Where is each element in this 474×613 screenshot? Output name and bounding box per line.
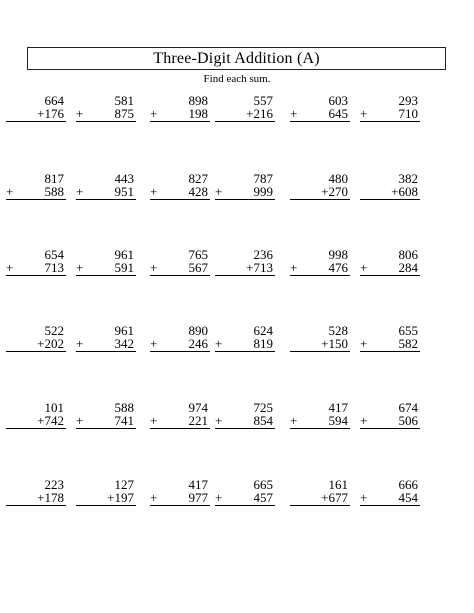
second-addend-row (6, 414, 66, 429)
second-addend: 202 (44, 336, 64, 351)
plus-sign: + (6, 260, 14, 275)
addition-problem (360, 478, 420, 506)
second-addend-row (360, 337, 420, 352)
second-addend: 591 (114, 260, 134, 275)
addition-problem (150, 324, 210, 352)
first-addend: 890 (188, 323, 208, 338)
plus-sign: + (246, 260, 254, 275)
first-addend: 961 (114, 247, 134, 262)
first-addend: 417 (328, 400, 348, 415)
first-addend: 654 (44, 247, 64, 262)
addition-problem (6, 172, 66, 200)
first-addend: 655 (398, 323, 418, 338)
second-addend: 710 (398, 106, 418, 121)
second-addend: 742 (44, 413, 64, 428)
plus-sign: + (150, 413, 158, 428)
addition-problem (360, 94, 420, 122)
second-addend-row (150, 491, 210, 506)
second-addend-row (6, 261, 66, 276)
first-addend: 664 (44, 93, 64, 108)
second-addend: 342 (114, 336, 134, 351)
addition-problem (360, 324, 420, 352)
first-addend: 624 (253, 323, 273, 338)
second-addend-row (6, 185, 66, 200)
second-addend: 176 (44, 106, 64, 121)
first-addend: 223 (44, 477, 64, 492)
second-addend-row (6, 337, 66, 352)
addition-problem (76, 172, 136, 200)
plus-sign: + (37, 413, 45, 428)
second-addend-row (290, 491, 350, 506)
addition-problem (290, 324, 350, 352)
first-addend: 127 (114, 477, 134, 492)
second-addend-row (290, 185, 350, 200)
addition-problem (215, 478, 275, 506)
first-addend: 588 (114, 400, 134, 415)
second-addend-row (290, 337, 350, 352)
plus-sign: + (150, 106, 158, 121)
plus-sign: + (360, 260, 368, 275)
second-addend-row (215, 261, 275, 276)
addition-problem (150, 401, 210, 429)
addition-problem (360, 172, 420, 200)
first-addend: 765 (188, 247, 208, 262)
first-addend: 161 (328, 477, 348, 492)
addition-problem (150, 248, 210, 276)
plus-sign: + (246, 106, 254, 121)
first-addend: 236 (253, 247, 273, 262)
first-addend: 817 (44, 171, 64, 186)
worksheet-instructions: Find each sum. (203, 73, 271, 85)
second-addend: 741 (114, 413, 134, 428)
plus-sign: + (76, 336, 84, 351)
second-addend: 977 (188, 490, 208, 505)
second-addend-row (360, 491, 420, 506)
first-addend: 725 (253, 400, 273, 415)
second-addend-row (150, 185, 210, 200)
plus-sign: + (37, 106, 45, 121)
second-addend: 819 (253, 336, 273, 351)
second-addend-row (215, 337, 275, 352)
plus-sign: + (107, 490, 115, 505)
second-addend: 457 (253, 490, 273, 505)
addition-problem (6, 94, 66, 122)
addition-problem (215, 248, 275, 276)
second-addend-row (6, 107, 66, 122)
addition-problem (150, 478, 210, 506)
addition-problem (215, 324, 275, 352)
first-addend: 974 (188, 400, 208, 415)
second-addend: 588 (44, 184, 64, 199)
second-addend: 197 (114, 490, 134, 505)
second-addend: 567 (188, 260, 208, 275)
addition-problem (150, 172, 210, 200)
addition-problem (360, 401, 420, 429)
first-addend: 898 (188, 93, 208, 108)
addition-problem (76, 401, 136, 429)
plus-sign: + (215, 490, 223, 505)
first-addend: 827 (188, 171, 208, 186)
plus-sign: + (215, 413, 223, 428)
second-addend-row (290, 261, 350, 276)
plus-sign: + (150, 260, 158, 275)
addition-problem (215, 172, 275, 200)
second-addend: 677 (328, 490, 348, 505)
plus-sign: + (6, 184, 14, 199)
first-addend: 998 (328, 247, 348, 262)
addition-problem (76, 478, 136, 506)
second-addend-row (76, 107, 136, 122)
addition-problem (150, 94, 210, 122)
second-addend-row (150, 414, 210, 429)
plus-sign: + (360, 413, 368, 428)
plus-sign: + (391, 184, 399, 199)
first-addend: 382 (398, 171, 418, 186)
worksheet-title: Three-Digit Addition (A) (153, 49, 320, 67)
second-addend-row (76, 337, 136, 352)
first-addend: 787 (253, 171, 273, 186)
first-addend: 417 (188, 477, 208, 492)
first-addend: 101 (44, 400, 64, 415)
second-addend-row (290, 414, 350, 429)
addition-problem (76, 94, 136, 122)
second-addend-row (76, 185, 136, 200)
addition-problem (6, 478, 66, 506)
second-addend: 999 (253, 184, 273, 199)
second-addend-row (215, 491, 275, 506)
second-addend: 221 (188, 413, 208, 428)
second-addend: 476 (328, 260, 348, 275)
addition-problem (215, 401, 275, 429)
second-addend: 506 (398, 413, 418, 428)
first-addend: 581 (114, 93, 134, 108)
second-addend: 608 (398, 184, 418, 199)
addition-problem (6, 248, 66, 276)
plus-sign: + (321, 184, 329, 199)
plus-sign: + (37, 490, 45, 505)
second-addend-row (150, 337, 210, 352)
plus-sign: + (215, 184, 223, 199)
addition-problem (290, 94, 350, 122)
first-addend: 961 (114, 323, 134, 338)
first-addend: 443 (114, 171, 134, 186)
first-addend: 522 (44, 323, 64, 338)
second-addend-row (360, 107, 420, 122)
first-addend: 665 (253, 477, 273, 492)
plus-sign: + (76, 106, 84, 121)
plus-sign: + (215, 336, 223, 351)
second-addend: 428 (188, 184, 208, 199)
addition-problem (6, 324, 66, 352)
second-addend: 713 (253, 260, 273, 275)
second-addend-row (360, 261, 420, 276)
second-addend-row (360, 414, 420, 429)
first-addend: 557 (253, 93, 273, 108)
plus-sign: + (290, 260, 298, 275)
second-addend-row (76, 414, 136, 429)
second-addend: 645 (328, 106, 348, 121)
plus-sign: + (321, 336, 329, 351)
second-addend-row (360, 185, 420, 200)
second-addend: 582 (398, 336, 418, 351)
second-addend: 246 (188, 336, 208, 351)
second-addend: 270 (328, 184, 348, 199)
second-addend: 284 (398, 260, 418, 275)
addition-problem (6, 401, 66, 429)
addition-problem (360, 248, 420, 276)
second-addend: 951 (114, 184, 134, 199)
first-addend: 603 (328, 93, 348, 108)
plus-sign: + (37, 336, 45, 351)
second-addend: 150 (328, 336, 348, 351)
second-addend: 713 (44, 260, 64, 275)
addition-problem (215, 94, 275, 122)
second-addend-row (215, 414, 275, 429)
first-addend: 293 (398, 93, 418, 108)
first-addend: 480 (328, 171, 348, 186)
second-addend-row (150, 107, 210, 122)
second-addend: 216 (253, 106, 273, 121)
second-addend: 854 (253, 413, 273, 428)
plus-sign: + (290, 413, 298, 428)
plus-sign: + (76, 184, 84, 199)
plus-sign: + (360, 106, 368, 121)
second-addend-row (150, 261, 210, 276)
second-addend-row (76, 261, 136, 276)
addition-problem (290, 401, 350, 429)
second-addend-row (215, 185, 275, 200)
plus-sign: + (360, 490, 368, 505)
second-addend-row (290, 107, 350, 122)
second-addend: 198 (188, 106, 208, 121)
plus-sign: + (150, 336, 158, 351)
second-addend-row (76, 491, 136, 506)
addition-problem (76, 324, 136, 352)
addition-problem (290, 172, 350, 200)
plus-sign: + (360, 336, 368, 351)
first-addend: 806 (398, 247, 418, 262)
second-addend: 454 (398, 490, 418, 505)
second-addend: 594 (328, 413, 348, 428)
second-addend-row (6, 491, 66, 506)
first-addend: 528 (328, 323, 348, 338)
second-addend-row (215, 107, 275, 122)
second-addend: 875 (114, 106, 134, 121)
plus-sign: + (150, 490, 158, 505)
plus-sign: + (150, 184, 158, 199)
plus-sign: + (76, 413, 84, 428)
addition-problem (290, 248, 350, 276)
first-addend: 674 (398, 400, 418, 415)
second-addend: 178 (44, 490, 64, 505)
plus-sign: + (76, 260, 84, 275)
plus-sign: + (321, 490, 329, 505)
first-addend: 666 (398, 477, 418, 492)
plus-sign: + (290, 106, 298, 121)
addition-problem (290, 478, 350, 506)
addition-problem (76, 248, 136, 276)
